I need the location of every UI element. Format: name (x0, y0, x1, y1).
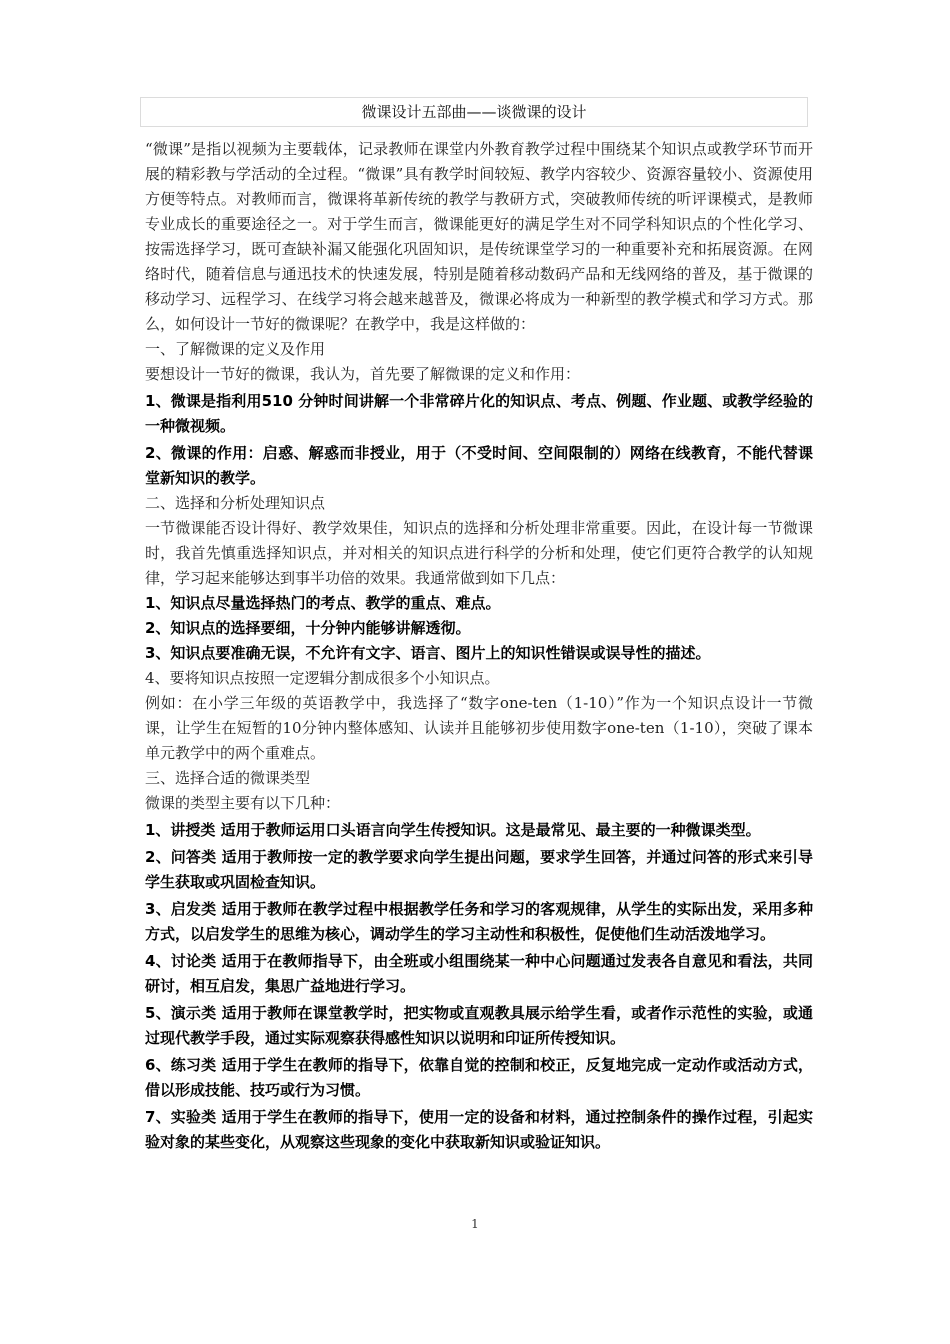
type-item-1: 1、讲授类 适用于教师运用口头语言向学生传授知识。这是最常见、最主要的一种微课类型。 (145, 821, 761, 839)
document-body (145, 137, 813, 1155)
section-3-intro: 微课的类型主要有以下几种： (145, 794, 341, 812)
knowledge-point-3: 3、知识点要准确无误，不允许有文字、语言、图片上的知识性错误或误导性的描述。 (145, 644, 711, 662)
title-box (140, 97, 808, 127)
document-title: 微课设计五部曲——谈微课的设计 (361, 103, 587, 121)
section-heading-3: 三、选择合适的微课类型 (145, 769, 311, 787)
definition-point-2: 2、微课的作用：启惑、解惑而非授业，用于（不受时间、空间限制的）网络在线教育，不能代替课堂新知识的教学。 (145, 444, 813, 487)
example-paragraph: 例如：在小学三年级的英语教学中，我选择了“数字one-ten（1-10）”作为一个知识点设计一节微课，让学生在短暂的10分钟内整体感知、认读并且能够初步使用数字one-ten（1-10），突破了课本单元教学中的两个重难点。 (145, 694, 813, 762)
knowledge-point-1: 1、知识点尽量选择热门的考点、教学的重点、难点。 (145, 594, 501, 612)
type-item-5: 5、演示类 适用于教师在课堂教学时，把实物或直观教具展示给学生看，或者作示范性的实验，或通过现代教学手段，通过实际观察获得感性知识以说明和印证所传授知识。 (145, 1004, 813, 1047)
intro-paragraph: “微课”是指以视频为主要载体，记录教师在课堂内外教育教学过程中围绕某个知识点或教学环节而开展的精彩教与学活动的全过程。“微课”具有教学时间较短、教学内容较少、资源容量较小、资源使用方便等特点。对教师而言，微课将革新传统的教学与教研方式，突破教师传统的听评课模式，是教师专业成长的重要途径之一。对于学生而言，微课能更好的满足学生对不同学科知识点的个性化学习、按需选择学习，既可查缺补漏又能强化巩固知识，是传统课堂学习的一种重要补充和拓展资源。在网络时代，随着信息与通迅技术的快速发展，特别是随着移动数码产品和无线网络的普及，基于微课的移动学习、远程学习、在线学习将会越来越普及，微课必将成为一种新型的教学模式和学习方式。那么，如何设计一节好的微课呢？在教学中，我是这样做的： (145, 140, 813, 333)
type-item-2: 2、问答类 适用于教师按一定的教学要求向学生提出问题，要求学生回答，并通过问答的形式来引导学生获取或巩固检查知识。 (145, 848, 813, 891)
section-1-intro: 要想设计一节好的微课，我认为，首先要了解微课的定义和作用： (145, 365, 581, 383)
type-item-6: 6、练习类 适用于学生在教师的指导下，依靠自觉的控制和校正，反复地完成一定动作或活动方式，借以形成技能、技巧或行为习惯。 (145, 1056, 813, 1099)
section-heading-2: 二、选择和分析处理知识点 (145, 494, 326, 512)
section-heading-1: 一、了解微课的定义及作用 (145, 340, 326, 358)
definition-point-1: 1、微课是指利用510 分钟时间讲解一个非常碎片化的知识点、考点、例题、作业题、或教学经验的一种微视频。 (145, 392, 813, 435)
type-item-3: 3、启发类 适用于教师在教学过程中根据教学任务和学习的客观规律，从学生的实际出发，采用多种方式，以启发学生的思维为核心，调动学生的学习主动性和积极性，促使他们生动活泼地学习。 (145, 900, 813, 943)
section-2-intro: 一节微课能否设计得好、教学效果佳，知识点的选择和分析处理非常重要。因此，在设计每一节微课时，我首先慎重选择知识点，并对相关的知识点进行科学的分析和处理，使它们更符合教学的认知规律，学习起来能够达到事半功倍的效果。我通常做到如下几点： (145, 519, 813, 587)
knowledge-point-4: 4、要将知识点按照一定逻辑分割成很多个小知识点。 (145, 669, 500, 687)
type-item-4: 4、讨论类 适用于在教师指导下，由全班或小组围绕某一种中心问题通过发表各自意见和看法，共同研讨，相互启发，集思广益地进行学习。 (145, 952, 813, 995)
type-item-7: 7、实验类 适用于学生在教师的指导下，使用一定的设备和材料，通过控制条件的操作过程，引起实验对象的某些变化，从观察这些现象的变化中获取新知识或验证知识。 (145, 1108, 813, 1151)
page-number: 1 (471, 1217, 479, 1231)
knowledge-point-2: 2、知识点的选择要细，十分钟内能够讲解透彻。 (145, 619, 471, 637)
